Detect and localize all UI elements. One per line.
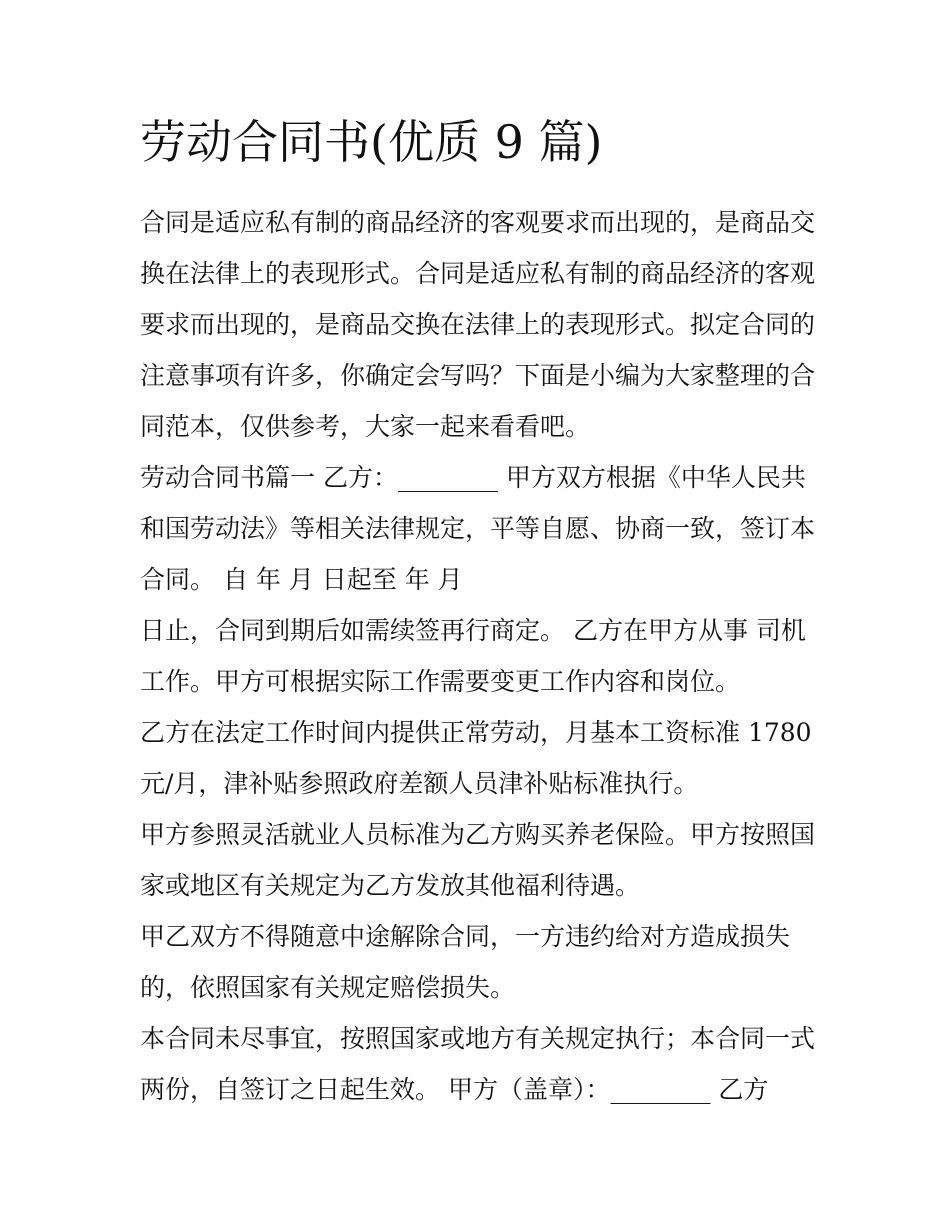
paragraph-line: 元/月，津补贴参照政府差额人员津补贴标准执行。: [140, 769, 699, 798]
paragraph-line: 合同。 自 年 月 日起至 年 月: [140, 565, 463, 594]
paragraph-line: 劳动合同书篇一 乙方：________ 甲方双方根据《中华人民共: [140, 463, 806, 492]
paragraph-line: 同范本，仅供参考，大家一起来看看吧。: [140, 412, 591, 441]
paragraph-line: 的，依照国家有关规定赔偿损失。: [140, 973, 516, 1002]
paragraph-line: 换在法律上的表现形式。合同是适应私有制的商品经济的客观: [140, 259, 816, 288]
paragraph-line: 要求而出现的，是商品交换在法律上的表现形式。拟定合同的: [140, 310, 816, 339]
paragraph-line: 乙方在法定工作时间内提供正常劳动，月基本工资标准 1780: [140, 718, 812, 747]
paragraph-line: 日止，合同到期后如需续签再行商定。 乙方在甲方从事 司机: [140, 616, 806, 645]
document-body: [140, 197, 830, 1115]
paragraph-line: 本合同未尽事宜，按照国家或地方有关规定执行；本合同一式: [140, 1024, 816, 1053]
paragraph-line: 家或地区有关规定为乙方发放其他福利待遇。: [140, 871, 641, 900]
paragraph-line: 甲方参照灵活就业人员标准为乙方购买养老保险。甲方按照国: [140, 820, 816, 849]
paragraph-line: 工作。甲方可根据实际工作需要变更工作内容和岗位。: [140, 667, 741, 696]
document-title: 劳动合同书(优质 9 篇): [140, 115, 603, 169]
paragraph-line: 注意事项有许多，你确定会写吗？下面是小编为大家整理的合: [140, 361, 816, 390]
paragraph-line: 和国劳动法》等相关法律规定，平等自愿、协商一致，签订本: [140, 514, 816, 543]
paragraph-line: 合同是适应私有制的商品经济的客观要求而出现的，是商品交: [140, 208, 816, 237]
paragraph-line: 甲乙双方不得随意中途解除合同，一方违约给对方造成损失: [140, 922, 791, 951]
paragraph-line: 两份，自签订之日起生效。 甲方（盖章）：________ 乙方: [140, 1075, 769, 1104]
